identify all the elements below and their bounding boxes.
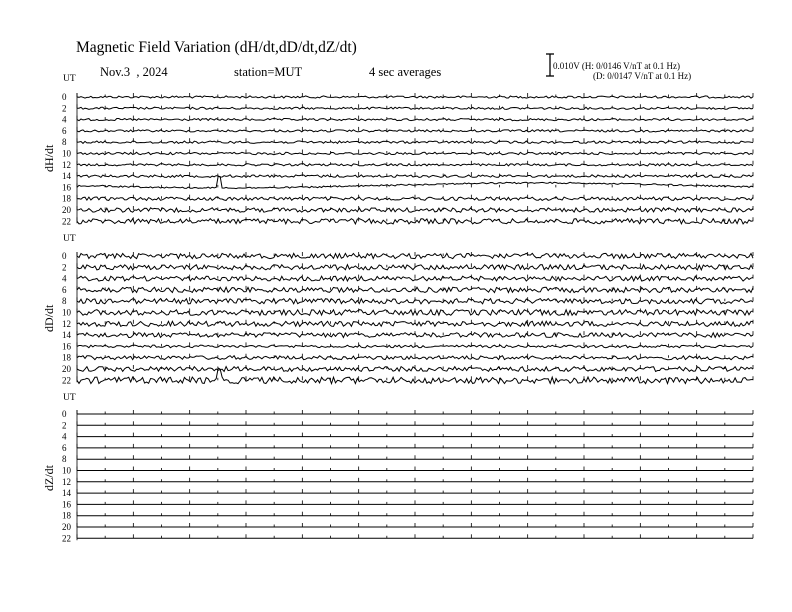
scale-bar-icon: [546, 54, 554, 76]
row-label: 10: [62, 148, 71, 159]
station-label: station=MUT: [234, 65, 303, 79]
row-ticks: [77, 534, 753, 538]
row-ticks: [77, 138, 753, 142]
row-label: 8: [62, 137, 67, 148]
row-label: 12: [62, 159, 71, 170]
row-label: 8: [62, 454, 67, 465]
row-ticks: [77, 500, 753, 504]
row-label: 10: [62, 307, 71, 318]
ylabel-dd: dD/dt: [42, 304, 56, 332]
row-label: 6: [62, 442, 67, 453]
ylabel-dz: dZ/dt: [42, 465, 56, 491]
row-label: 12: [62, 476, 71, 487]
row-label: 8: [62, 296, 67, 307]
panel-0: [62, 92, 753, 226]
row-label: 14: [62, 171, 71, 182]
row-label: 14: [62, 488, 71, 499]
row-label: 18: [62, 510, 71, 521]
row-label: 16: [62, 499, 71, 510]
row-label: 6: [62, 284, 67, 295]
ut-label-dh: UT: [63, 74, 76, 84]
row-ticks: [77, 444, 753, 448]
row-ticks: [77, 478, 753, 482]
ut-label-dd: UT: [63, 234, 76, 244]
row-ticks: [77, 455, 753, 459]
row-ticks: [77, 410, 753, 414]
row-label: 14: [62, 330, 71, 341]
chart-title: Magnetic Field Variation (dH/dt,dD/dt,dZ/dt): [76, 39, 357, 56]
row-label: 22: [62, 533, 71, 544]
trace-line: [77, 130, 753, 132]
row-label: 16: [62, 182, 71, 193]
row-label: 18: [62, 193, 71, 204]
row-ticks: [77, 512, 753, 516]
row-label: 12: [62, 318, 71, 329]
row-label: 2: [62, 420, 67, 431]
row-label: 0: [62, 409, 67, 419]
row-label: 20: [62, 364, 71, 374]
row-ticks: [77, 286, 753, 290]
row-label: 0: [62, 92, 67, 102]
date-label: Nov.3 , 2024: [100, 65, 168, 79]
ut-label-dz: UT: [63, 393, 76, 403]
row-ticks: [77, 489, 753, 493]
averaging-label: 4 sec averages: [369, 65, 442, 79]
row-label: 16: [62, 341, 71, 352]
ylabel-dh: dH/dt: [42, 144, 56, 172]
row-label: 22: [62, 375, 71, 386]
row-label: 18: [62, 352, 71, 363]
row-label: 0: [62, 251, 67, 261]
panel-1: [62, 251, 753, 385]
row-label: 4: [62, 273, 67, 284]
row-label: 20: [62, 522, 71, 532]
scale-value-label: 0.010V (H: 0/0146 V/nT at 0.1 Hz): [553, 61, 680, 71]
row-label: 4: [62, 431, 67, 442]
row-ticks: [77, 421, 753, 425]
trace-line: [77, 368, 753, 384]
row-ticks: [77, 523, 753, 527]
panel-2: [62, 409, 753, 543]
row-label: 22: [62, 216, 71, 227]
row-label: 6: [62, 125, 67, 136]
row-label: 10: [62, 465, 71, 476]
row-ticks: [77, 376, 753, 380]
row-label: 4: [62, 114, 67, 125]
scale-d-label: (D: 0/0147 V/nT at 0.1 Hz): [593, 71, 692, 81]
row-label: 2: [62, 103, 67, 114]
row-label: 2: [62, 262, 67, 273]
row-label: 20: [62, 205, 71, 215]
row-ticks: [77, 433, 753, 437]
row-ticks: [77, 467, 753, 471]
